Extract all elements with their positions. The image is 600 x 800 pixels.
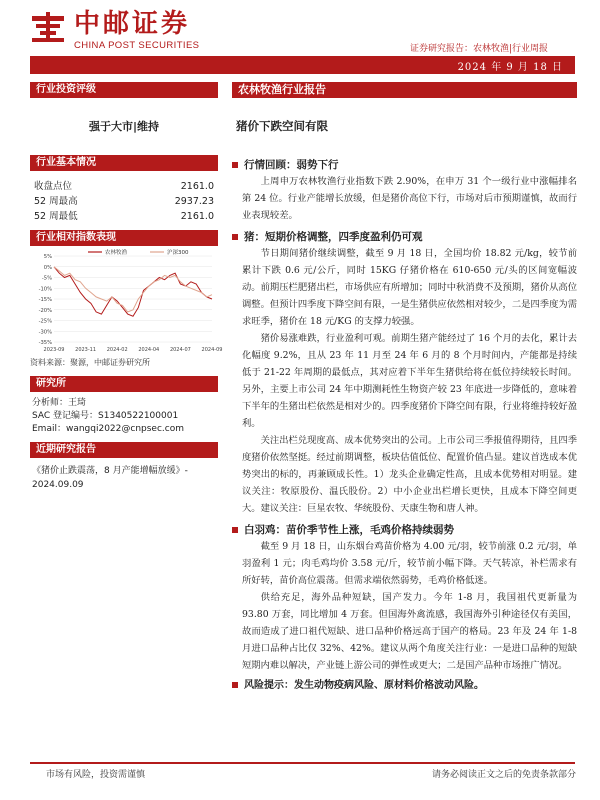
report-subtitle: 猪价下跌空间有限: [236, 119, 328, 133]
paragraph: 截至 9 月 18 日，山东烟台鸡苗价格为 4.00 元/羽，较节前涨 0.2 元/羽，单羽盈利 1 元；肉毛鸡均价 3.58 元/斤，较节前小幅下降。天气转凉，补栏需求有所好转，苗价高位震荡。但需求端依然弱势，毛鸡价格低迷。: [242, 541, 577, 586]
footer-disclaimer: 请务必阅读正文之后的免责条款部分: [431, 770, 576, 780]
y-tick-label: -35%: [38, 340, 52, 346]
paragraph: 节日期间猪价继续调整，截至 9 月 18 日，全国均价 18.82 元/kg，较节前累计下跌 0.6 元/公斤，同时 15KG 仔猪价格在 610-650 元/头的区间宽幅波动。前期压栏肥猪出栏，市场供应有所增加；同时中秋消费不及预期，猪价从高位调整。但预计四季度下降空间有限，一是生猪供应依然相对较少，二是四季度为需求旺季，猪价在 18 元/KG 的支撑力较强。: [242, 248, 577, 327]
china-post-logo-icon: [28, 8, 68, 46]
y-tick-label: -25%: [38, 318, 52, 325]
risk-warning: 风险提示：发生动物疫病风险、原材料价格波动风险。: [232, 678, 577, 693]
analyst-email[interactable]: Email：wangqi2022@cnpsec.com: [32, 424, 185, 434]
stat-value: 2161.0: [180, 211, 214, 222]
y-tick-label: 0%: [43, 264, 52, 271]
section-heading-broiler: 白羽鸡：苗价季节性上涨，毛鸡价格持续弱势: [232, 523, 577, 538]
section-heading-pig: 猪：短期价格调整，四季度盈利仍可观: [232, 230, 577, 245]
paragraph: 上周申万农林牧渔行业指数下跌 2.90%，在申万 31 个一级行业中涨幅排名第 24 位。行业产能增长放缓，但是猪价高位下行，市场对后市预期谨慎，故而行业表现较差。: [242, 176, 577, 221]
y-tick-label: -20%: [38, 307, 52, 314]
stat-label: 收盘点位: [34, 181, 73, 192]
table-row: [30, 194, 218, 209]
brand-logo: [28, 8, 218, 54]
x-tick-label: 2024-09: [201, 347, 223, 353]
footer-divider: [30, 762, 575, 764]
report-breadcrumb: 证券研究报告：农林牧渔|行业周报: [410, 44, 549, 54]
x-tick-label: 2024-02: [106, 347, 128, 353]
recent-section-title: 近期研究报告: [30, 442, 218, 458]
y-tick-label: -30%: [38, 329, 52, 336]
main-content: [232, 82, 577, 693]
footer-risk-note: 市场有风险，投资需谨慎: [46, 770, 146, 780]
brand-name-en: CHINA POST SECURITIES: [74, 40, 200, 51]
industry-rating: 强于大市|维持: [88, 120, 160, 133]
series-line: [54, 267, 212, 312]
brand-name-cn: 中邮证券: [74, 9, 191, 39]
y-tick-label: -15%: [38, 297, 52, 303]
chart-source: 资料来源：聚源，中邮证券研究所: [30, 358, 150, 367]
stat-label: 52 周最高: [34, 196, 78, 207]
x-tick-label: 2024-04: [138, 347, 160, 353]
analyst-section-title: 研究所: [30, 376, 218, 392]
legend-label: 沪深300: [167, 250, 189, 256]
x-tick-label: 2023-11: [75, 347, 97, 353]
section-heading-market: 行情回顾：弱势下行: [232, 158, 577, 173]
performance-chart-svg: [30, 246, 223, 356]
y-tick-label: 5%: [43, 254, 52, 260]
stat-value: 2937.23: [174, 196, 214, 207]
legend-label: 农林牧渔: [105, 250, 128, 256]
rating-section-title: 行业投资评级: [30, 82, 218, 98]
basics-table: [30, 179, 218, 224]
x-tick-label: 2024-07: [169, 347, 191, 353]
recent-report-link[interactable]: 《猪价止跌震荡，8 月产能增幅放缓》- 2024.09.09: [32, 466, 188, 490]
table-row: [30, 209, 218, 224]
paragraph: 关注出栏兑现度高、成本优势突出的公司。上市公司三季报值得期待，且四季度猪价依然坚挺。经过前期调整，板块估值低位、配置价值凸显。建议首选成本优势突出的标的，再兼顾成长性。1）龙头企业确定性高，且成本优势相对明显。建议关注：牧原股份、温氏股份。2）中小企业出栏增长更快，且成本下降空间更大。建议关注：巨星农牧、华统股份、天康生物和唐人神。: [242, 435, 577, 514]
x-tick-label: 2023-09: [43, 347, 65, 353]
analyst-name: 分析师：王琦: [32, 398, 87, 408]
report-date: 2024 年 9 月 18 日: [457, 62, 563, 73]
y-tick-label: -5%: [41, 275, 52, 282]
analyst-sac: SAC 登记编号：S1340522100001: [32, 411, 179, 421]
paragraph: 猪价易涨难跌，行业盈利可观。前期生猪产能经过了 16 个月的去化，累计去化幅度 9.2%，且从 23 年 11 月至 24 年 6 月的 8 个月时间内，产能都是持续低于 21-22 年周期的最低点，其对应着下半年生猪供给将在低位持续较长时间。另外，主要上市公司 24 年中期测耗性生物资产较 23 年底进一步降低的，意味着下半年的生猪出栏依然是相对少的。四季度猪价下降空间有限，行业将维持较好盈利。: [242, 333, 577, 429]
stat-value: 2161.0: [180, 181, 214, 192]
paragraph: 供给充足，海外品种短缺，国产发力。今年 1-8 月，我国祖代更新量为 93.80 万套，同比增加 4 万套。但国海外禽流感，我国海外引种途径仅有美国，故而造成了进口祖代短缺、进口品种价格远高于国产的格局。23 年及 24 年 1-8 月进口品种占比仅 32%、42%。建议从两个角度关注行业：一是进口品种的短缺短期内难以解决，产业链上游公司的弹性或更大；二是国产品种市场推广情况。: [242, 592, 577, 671]
sidebar: [30, 82, 223, 492]
basics-section-title: 行业基本情况: [30, 155, 218, 171]
y-tick-label: -10%: [38, 286, 52, 293]
table-row: [30, 179, 218, 194]
report-title: 农林牧渔行业报告: [232, 82, 577, 98]
analyst-info: [32, 397, 218, 436]
stat-label: 52 周最低: [34, 211, 78, 222]
relative-performance-chart: [30, 246, 223, 356]
header-bar: [30, 56, 575, 74]
performance-section-title: 行业相对指数表现: [30, 230, 218, 246]
